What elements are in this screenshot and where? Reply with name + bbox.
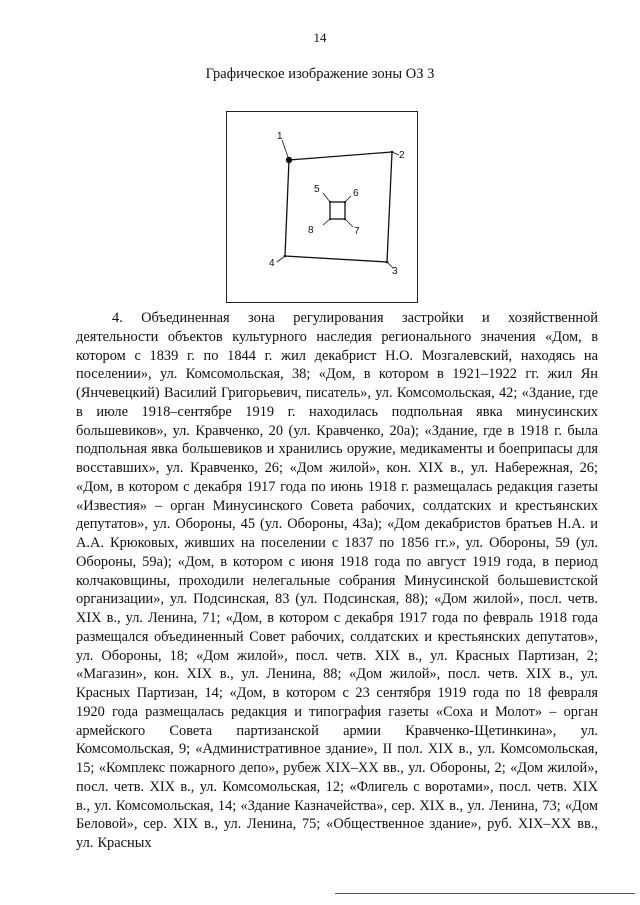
point-label-4: 4 (269, 258, 275, 269)
inner-boundary (330, 202, 345, 219)
vertex-2 (391, 151, 394, 154)
page-title: Графическое изображение зоны ОЗ 3 (205, 66, 435, 82)
vertex-6 (344, 201, 346, 203)
vertex-5 (329, 201, 331, 203)
point-label-2: 2 (399, 150, 405, 161)
zone-diagram (226, 111, 418, 303)
point-label-6: 6 (353, 188, 359, 199)
page-number: 14 (313, 30, 327, 45)
leader-line-4 (277, 256, 285, 262)
leader-line-7 (345, 219, 353, 227)
bottom-divider (335, 893, 635, 894)
zone-diagram-drawing (227, 112, 419, 304)
point-label-1: 1 (277, 131, 283, 142)
point-label-5: 5 (314, 184, 320, 195)
vertex-7 (344, 218, 346, 220)
leader-line-8 (323, 219, 330, 225)
start-point-marker (286, 157, 292, 163)
outer-boundary (285, 152, 392, 262)
leader-line-6 (345, 196, 351, 202)
vertex-4 (284, 255, 287, 258)
leader-line-5 (323, 193, 330, 202)
vertex-3 (386, 261, 389, 264)
vertex-8 (329, 218, 331, 220)
point-label-7: 7 (354, 226, 360, 237)
point-label-3: 3 (392, 266, 398, 277)
zone-description-paragraph: 4. Объединенная зона регулирования застройки и хозяйственной деятельности объектов культурного наследия регионального значения «Дом, в котором с 1839 г. по 1844 г. жил декабрист Н.О. Мозгалевский, находясь на поселении», ул. Комсомольская, 38; «Дом, в котором в 1921–1922 гг. жил Ян (Янчевецкий) Василий Григорьевич, писатель», ул. Комсомольская, 42; «Здание, где в июле 1918–сентябре 1919 г. находилась подпольная явка минусинских большевиков», ул. Кравченко, 20 (ул. Кравченко, 20а); «Здание, где в 1918 г. была подпольная явка большевиков и хранились оружие, медикаменты и боеприпасы для восставших», ул. Кравченко, 26; «Дом жилой», кон. XIX в., ул. Набережная, 26; «Дом, в котором с декабря 1917 года по июнь 1918 г. размещалась редакция газеты «Известия» – орган Минусинского Совета рабочих, солдатских и крестьянских депутатов», ул. Обороны, 45 (ул. Обороны, 43а); «Дом декабристов братьев Н.А. и А.А. Крюковых, живших на поселении с 1837 по 1856 гг.», ул. Обороны, 59 (ул. Обороны, 59а); «Дом, в котором с июня 1918 года по август 1919 года, в период колчаковщины, проходили нелегальные собрания Минусинской большевистской организации», ул. Подсинская, 83 (ул. Подсинская, 88); «Дом жилой», посл. четв. XIX в., ул. Ленина, 71; «Дом, в котором с декабря 1917 года по февраль 1918 года размещался объединенный Совет рабочих, солдатских и крестьянских депутатов», ул. Обороны, 18; «Дом жилой», посл. четв. XIX в., ул. Красных Партизан, 2; «Магазин», кон. XIX в., ул. Ленина, 88; «Дом жилой», посл. четв. XIX в., ул. Красных Партизан, 14; «Дом, в котором с 23 сентября 1919 года по 18 февраля 1920 года размещалась редакция и типография газеты «Соха и Молот» – орган армейского Совета партизанской армии Кравченко-Щетинкина», ул. Комсомольская, 9; «Административное здание», II пол. XIX в., ул. Комсомольская, 15; «Комплекс пожарного депо», рубеж XIX–XX вв., ул. Обороны, 2; «Дом жилой», посл. четв. XIX в., ул. Комсомольская, 12; «Флигель с воротами», посл. четв. XIX в., ул. Комсомольская, 14; «Здание Казначейства», сер. XIX в., ул. Ленина, 73; «Дом Беловой», сер. XIX в., ул. Ленина, 75; «Общественное здание», руб. XIX–XX вв., ул. Красных (76, 310, 598, 851)
point-label-8: 8 (308, 225, 314, 236)
